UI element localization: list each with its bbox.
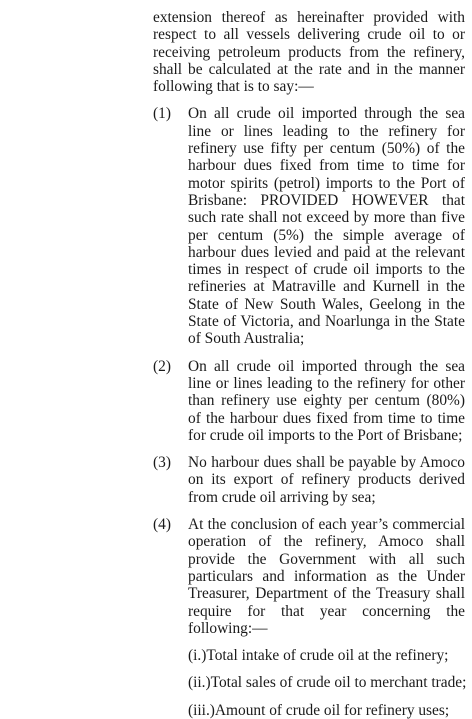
clause-text: At the conclusion of each year’s commercial operation of the refinery, Amoco shall provide the Government with all such particulars and information as the Under Treasurer, Department of the Treasury shall require for that year concerning the following:— <box>188 516 465 637</box>
clause-1 <box>153 105 465 347</box>
clause-number: (1) <box>153 105 171 123</box>
clause-text: No harbour dues shall be payable by Amoco on its export of refinery products derived from crude oil arriving by sea; <box>188 454 465 506</box>
clause-3 <box>153 454 465 506</box>
clause-4 <box>153 516 465 637</box>
clause-number: (3) <box>153 454 171 472</box>
clause-text: On all crude oil imported through the sea line or lines leading to the refinery for refinery use fifty per centum (50%) of the harbour dues fixed from time to time for motor spirits (petrol) imports to the Port of Brisbane: PROVIDED HOWEVER that such rate shall not exceed by more than five per centum (5%) the simple average of harbour dues levied and paid at the relevant times in respect of crude oil imports to the refineries at Matraville and Kurnell in the State of New South Wales, Geelong in the State of Victoria, and Noarlunga in the State of South Australia; <box>188 105 465 348</box>
sub-clause-i: (i.)Total intake of crude oil at the refinery; <box>188 647 449 665</box>
sub-clause-ii: (ii.)Total sales of crude oil to merchant trade; <box>188 674 467 692</box>
sub-clause-list <box>188 647 465 719</box>
sub-clause-iii: (iii.)Amount of crude oil for refinery uses; <box>188 701 450 719</box>
intro-paragraph: extension thereof as hereinafter provided with respect to all vessels delivering crude oil to or receiving petroleum products from the refinery, shall be calculated at the rate and in the manner following that is to say:— <box>153 9 465 96</box>
clause-text: On all crude oil imported through the sea line or lines leading to the refinery for other than refinery use eighty per centum (80%) of the harbour dues fixed from time to time for crude oil imports to the Port of Brisbane; <box>188 357 465 444</box>
clause-2 <box>153 358 465 444</box>
document-page <box>153 9 465 719</box>
clause-number: (2) <box>153 357 171 375</box>
clause-number: (4) <box>153 516 171 534</box>
